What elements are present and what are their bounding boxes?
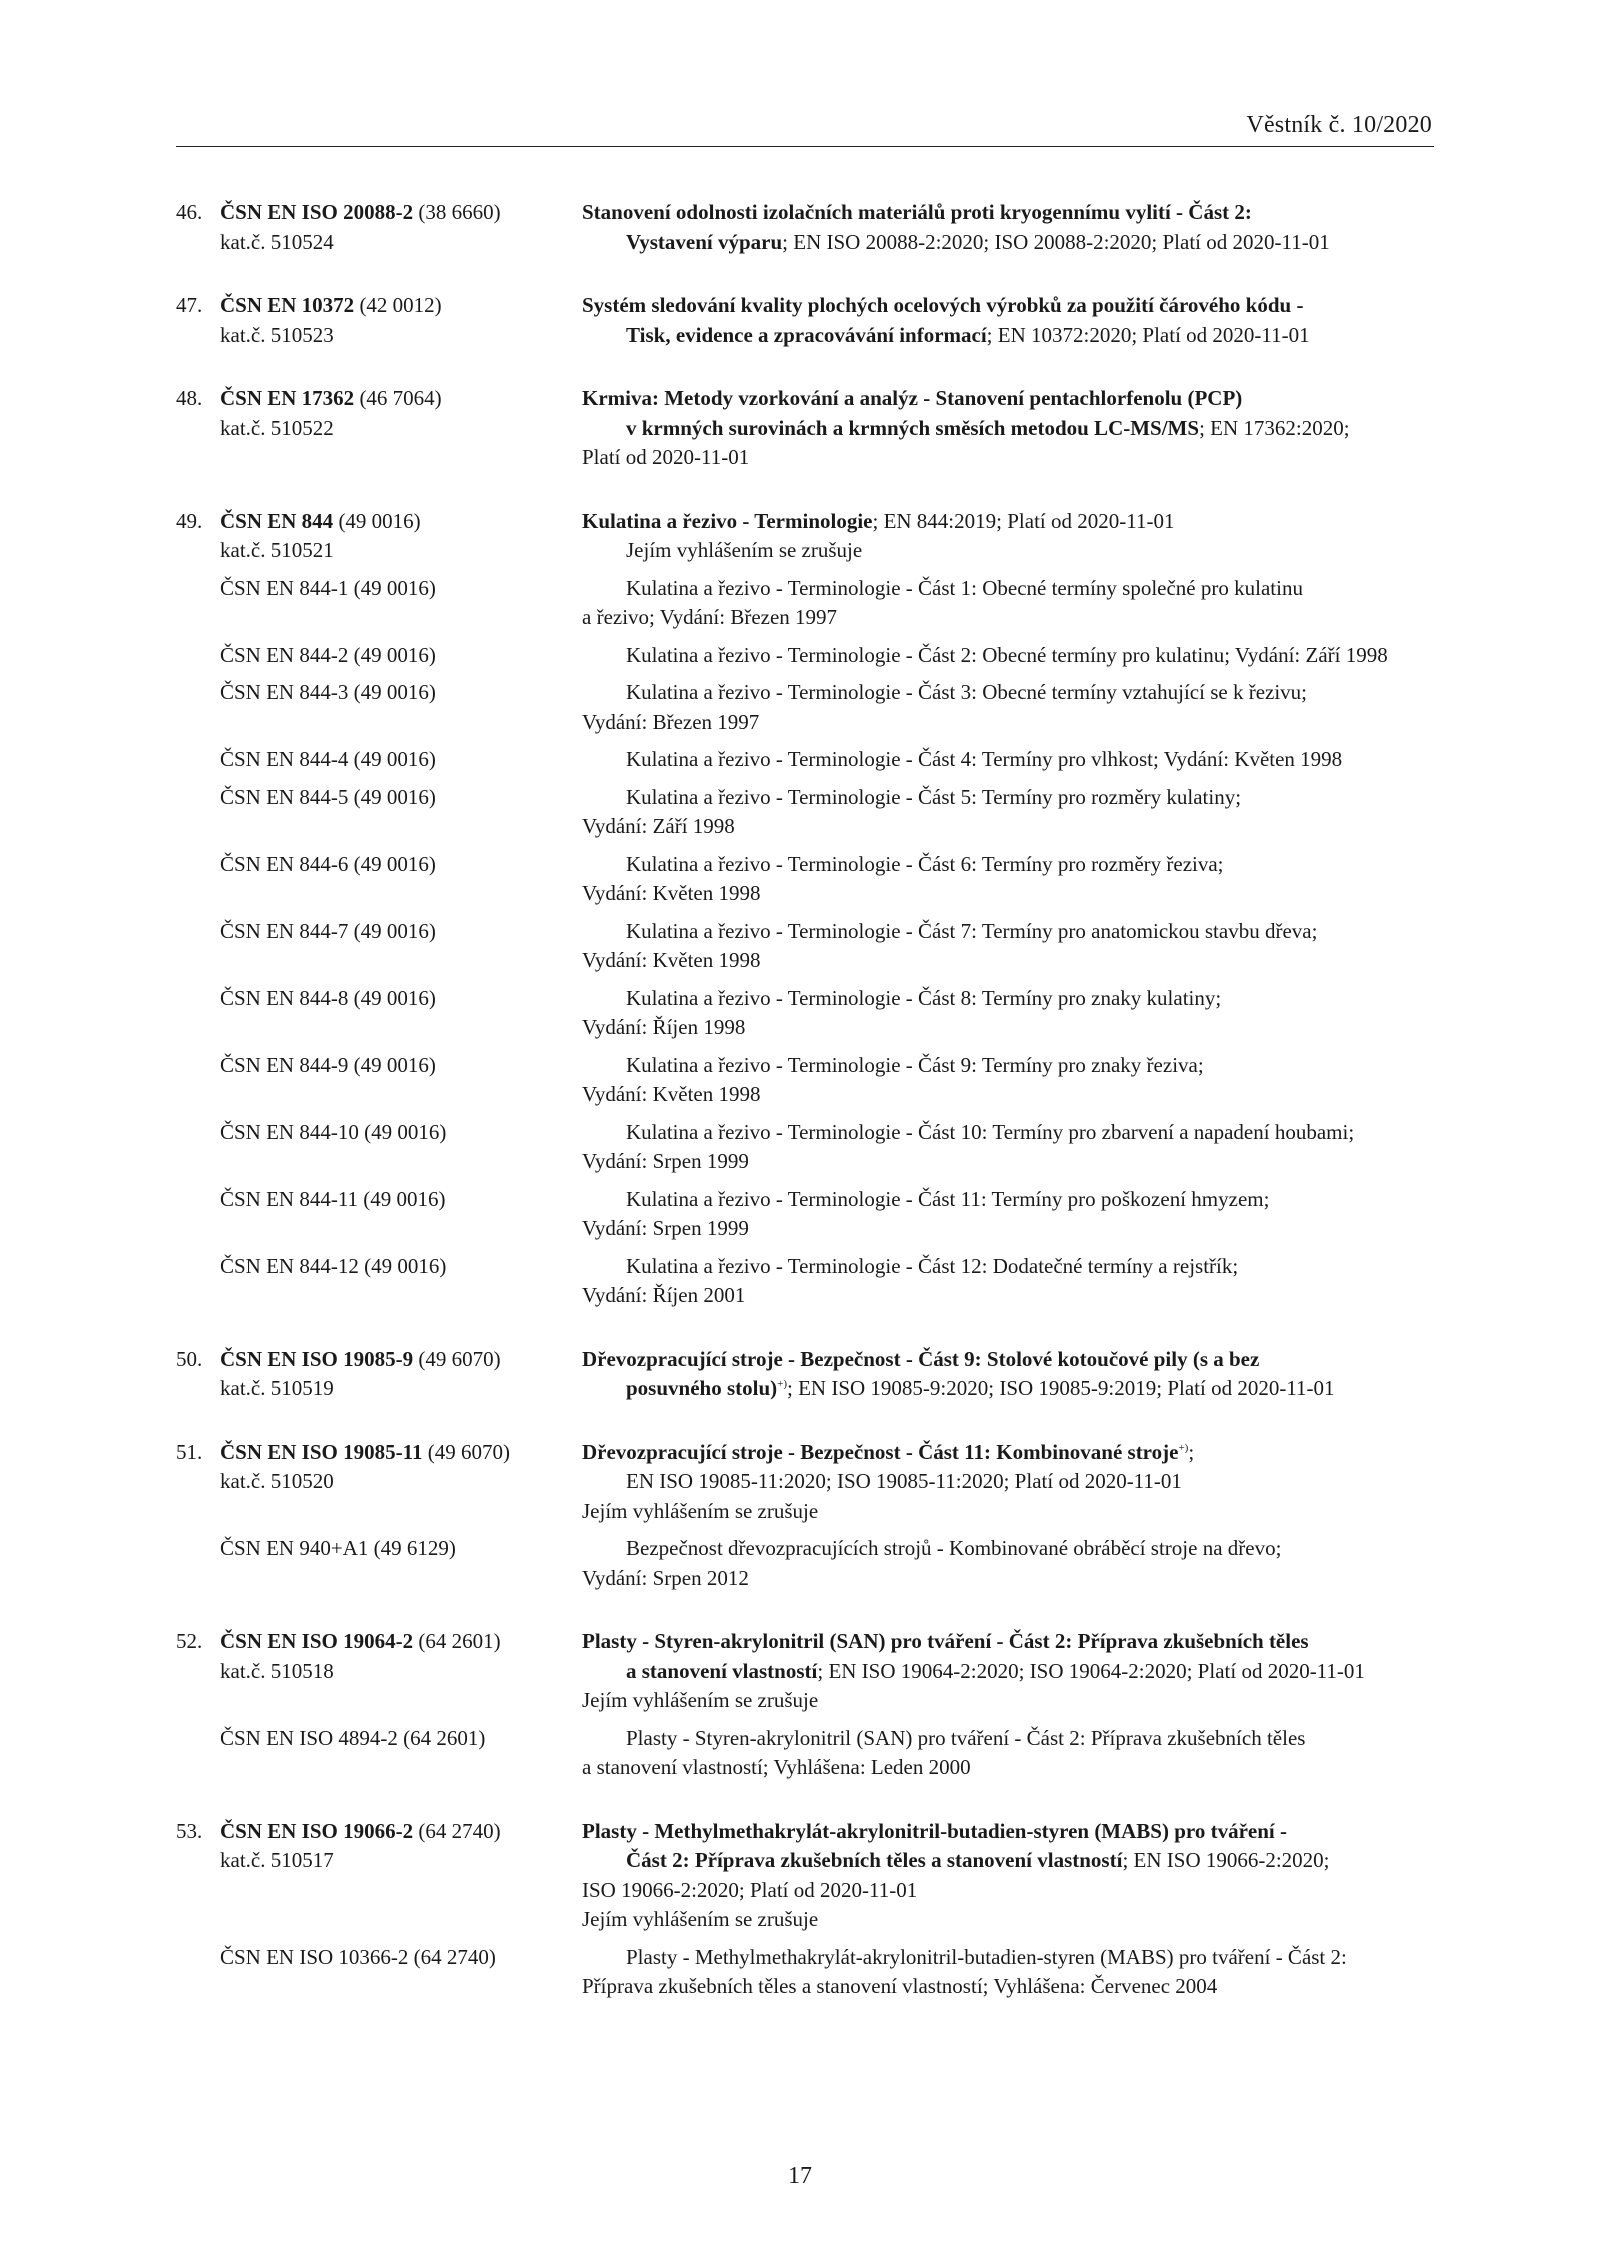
replaced-standard	[176, 678, 1438, 737]
standard-title: Plasty - Styren-akrylonitril (SAN) pro tváření - Část 2: Příprava zkušebních těles	[582, 1629, 1309, 1653]
replaced-title: Vydání: Srpen 2012	[582, 1565, 749, 1590]
catalog-number: kat.č. 510520	[220, 1469, 334, 1493]
replaces-note: Jejím vyhlášením se zrušuje	[582, 1907, 819, 1931]
standard-entry	[176, 198, 1438, 257]
standard-details: ; EN ISO 20088-2:2020; ISO 20088-2:2020; Platí od 2020-11-01	[782, 229, 1330, 254]
standard-details: ; EN ISO 19064-2:2020; ISO 19064-2:2020; Platí od 2020-11-01	[817, 1658, 1365, 1683]
replaced-standard	[176, 1252, 1438, 1311]
standard-class: (49 0016)	[338, 508, 421, 533]
standard-entry	[176, 507, 1438, 1311]
replaces-note: Jejím vyhlášením se zrušuje	[626, 538, 863, 562]
catalog-number: kat.č. 510518	[220, 1658, 334, 1683]
standard-details: ; EN 844:2019; Platí od 2020-11-01	[872, 508, 1175, 533]
replaced-title: Kulatina a řezivo - Terminologie - Část 8: Termíny pro znaky kulatiny;	[626, 985, 1222, 1010]
replaced-title: Kulatina a řezivo - Terminologie - Část 9: Termíny pro znaky řeziva;	[626, 1052, 1204, 1077]
replaced-standard	[176, 1118, 1438, 1177]
standard-class: (46 7064)	[359, 386, 442, 410]
replaced-title: Kulatina a řezivo - Terminologie - Část 12: Dodatečné termíny a rejstřík;	[626, 1253, 1239, 1278]
replaced-title: Kulatina a řezivo - Terminologie - Část 5: Termíny pro rozměry kulatiny;	[626, 784, 1242, 809]
replaced-code: ČSN EN 844-9 (49 0016)	[220, 1052, 436, 1077]
replaced-code: ČSN EN 844-2 (49 0016)	[220, 642, 436, 667]
standard-details: ; EN 10372:2020; Platí od 2020-11-01	[986, 322, 1310, 347]
standard-entry	[176, 1438, 1438, 1594]
standard-class: (64 2740)	[418, 1818, 501, 1843]
replaced-code: ČSN EN 844-1 (49 0016)	[220, 575, 436, 600]
entry-number: 52.	[176, 1629, 203, 1653]
replaced-standard	[176, 1724, 1438, 1783]
standard-details: ;	[1188, 1439, 1195, 1464]
replaced-code: ČSN EN 844-10 (49 0016)	[220, 1119, 447, 1144]
replaced-title: Kulatina a řezivo - Terminologie - Část 10: Termíny pro zbarvení a napadení houbami;	[626, 1119, 1355, 1144]
standard-title: v krmných surovinách a krmných směsích metodou LC-MS/MS	[626, 415, 1200, 440]
replaced-title: Kulatina a řezivo - Terminologie - Část 2: Obecné termíny pro kulatinu; Vydání: Září 1998	[626, 642, 1388, 667]
footnote-mark: +)	[1178, 1441, 1189, 1454]
catalog-number: kat.č. 510522	[220, 415, 334, 440]
entry-number: 53.	[176, 1818, 203, 1843]
replaced-title: Vydání: Březen 1997	[582, 709, 760, 734]
standard-code: ČSN EN ISO 19064-2	[220, 1629, 414, 1653]
replaced-title: Vydání: Říjen 1998	[582, 1015, 746, 1039]
replaced-title: Plasty - Styren-akrylonitril (SAN) pro tváření - Část 2: Příprava zkušebních těles	[626, 1725, 1306, 1750]
footnote-mark: +)	[777, 1378, 788, 1390]
replaced-code: ČSN EN 844-6 (49 0016)	[220, 851, 436, 876]
standard-details: EN ISO 19085-11:2020; ISO 19085-11:2020; Platí od 2020-11-01	[626, 1469, 1182, 1493]
replaced-standard	[176, 574, 1438, 633]
standard-class: (38 6660)	[418, 200, 501, 224]
replaced-title: Vydání: Květen 1998	[582, 881, 761, 905]
standard-title: Tisk, evidence a zpracovávání informací	[626, 322, 987, 347]
replaced-title: a stanovení vlastností; Vyhlášena: Leden 2000	[582, 1755, 971, 1779]
replaced-code: ČSN EN 844-4 (49 0016)	[220, 747, 436, 771]
replaced-title: Kulatina a řezivo - Terminologie - Část 11: Termíny pro poškození hmyzem;	[626, 1186, 1270, 1211]
bulletin-title: Věstník č. 10/2020	[1246, 112, 1432, 138]
standard-code: ČSN EN ISO 19085-9	[220, 1346, 414, 1371]
standard-code: ČSN EN ISO 19066-2	[220, 1818, 414, 1843]
replaced-code: ČSN EN ISO 4894-2 (64 2601)	[220, 1725, 486, 1750]
catalog-number: kat.č. 510519	[220, 1376, 334, 1400]
catalog-number: kat.č. 510517	[220, 1848, 334, 1872]
replaced-standard	[176, 783, 1438, 842]
replaced-title: Bezpečnost dřevozpracujících strojů - Kombinované obráběcí stroje na dřevo;	[626, 1536, 1282, 1560]
replaced-title: Kulatina a řezivo - Terminologie - Část 3: Obecné termíny vztahující se k řezivu;	[626, 680, 1308, 704]
replaced-code: ČSN EN 844-11 (49 0016)	[220, 1186, 446, 1211]
standard-title: Plasty - Methylmethakrylát-akrylonitril-butadien-styren (MABS) pro tváření -	[582, 1818, 1287, 1843]
standard-entry	[176, 291, 1438, 350]
standard-details: ; EN ISO 19066-2:2020;	[1122, 1848, 1330, 1872]
replaced-title: Vydání: Říjen 2001	[582, 1283, 746, 1307]
standard-class: (42 0012)	[359, 293, 442, 317]
replaced-title: Kulatina a řezivo - Terminologie - Část 1: Obecné termíny společné pro kulatinu	[626, 575, 1303, 600]
catalog-number: kat.č. 510523	[220, 322, 334, 347]
replaced-code: ČSN EN 844-5 (49 0016)	[220, 784, 436, 809]
standards-list	[176, 198, 1438, 2036]
replaced-title: Kulatina a řezivo - Terminologie - Část 7: Termíny pro anatomickou stavbu dřeva;	[626, 918, 1318, 943]
standard-details: ; EN ISO 19085-9:2020; ISO 19085-9:2019; Platí od 2020-11-01	[787, 1376, 1335, 1400]
standard-entry	[176, 1817, 1438, 2002]
replaced-title: Příprava zkušebních těles a stanovení vlastností; Vyhlášena: Červenec 2004	[582, 1974, 1218, 1998]
standard-code: ČSN EN 844	[220, 508, 334, 533]
replaced-standard	[176, 917, 1438, 976]
standard-title: Kulatina a řezivo - Terminologie	[582, 508, 873, 533]
replaced-code: ČSN EN 844-12 (49 0016)	[220, 1253, 447, 1278]
replaced-title: Vydání: Květen 1998	[582, 948, 761, 972]
entry-number: 48.	[176, 386, 203, 410]
entry-number: 51.	[176, 1439, 203, 1464]
replaced-title: Kulatina a řezivo - Terminologie - Část 4: Termíny pro vlhkost; Vydání: Květen 1998	[626, 747, 1343, 771]
replaced-title: Vydání: Květen 1998	[582, 1082, 761, 1106]
entry-number: 49.	[176, 508, 203, 533]
replaced-code: ČSN EN 844-8 (49 0016)	[220, 985, 436, 1010]
standard-code: ČSN EN ISO 20088-2	[220, 200, 414, 224]
standard-title: Krmiva: Metody vzorkování a analýz - Stanovení pentachlorfenolu (PCP)	[582, 386, 1243, 410]
standard-title: Vystavení výparu	[626, 229, 783, 254]
catalog-number: kat.č. 510521	[220, 538, 334, 562]
replaced-title: a řezivo; Vydání: Březen 1997	[582, 605, 838, 629]
replaced-title: Vydání: Srpen 1999	[582, 1149, 749, 1173]
replaces-note: Jejím vyhlášením se zrušuje	[582, 1688, 819, 1712]
standard-title: Dřevozpracující stroje - Bezpečnost - Část 11: Kombinované stroje	[582, 1439, 1179, 1464]
replaces-note: Jejím vyhlášením se zrušuje	[582, 1498, 819, 1523]
entry-number: 50.	[176, 1346, 203, 1371]
standard-code: ČSN EN 10372	[220, 293, 355, 317]
replaced-code: ČSN EN ISO 10366-2 (64 2740)	[220, 1944, 496, 1969]
standard-title: Část 2: Příprava zkušebních těles a stanovení vlastností	[626, 1848, 1123, 1872]
standard-title: Stanovení odolnosti izolačních materiálů proti kryogennímu vylití - Část 2:	[582, 200, 1252, 224]
replaced-standard	[176, 745, 1438, 775]
replaced-standards	[176, 574, 1438, 1311]
standard-code: ČSN EN ISO 19085-11	[220, 1439, 423, 1464]
standard-title: Dřevozpracující stroje - Bezpečnost - Část 9: Stolové kotoučové pily (s a bez	[582, 1346, 1260, 1371]
replaced-title: Vydání: Srpen 1999	[582, 1216, 749, 1240]
replaced-standard	[176, 850, 1438, 909]
standard-details: Platí od 2020-11-01	[582, 445, 750, 469]
replaced-standard	[176, 1943, 1438, 2002]
replaced-title: Vydání: Září 1998	[582, 814, 735, 838]
replaced-standard	[176, 1051, 1438, 1110]
standard-title: a stanovení vlastností	[626, 1658, 818, 1683]
replaced-standard	[176, 984, 1438, 1043]
standard-code: ČSN EN 17362	[220, 386, 355, 410]
page-number: 17	[788, 2163, 812, 2189]
standard-entry	[176, 384, 1438, 473]
replaced-title: Kulatina a řezivo - Terminologie - Část 6: Termíny pro rozměry řeziva;	[626, 851, 1224, 876]
replaced-standard	[176, 641, 1438, 671]
standard-details: ISO 19066-2:2020; Platí od 2020-11-01	[582, 1877, 918, 1902]
page-header	[176, 112, 1434, 147]
replaced-code: ČSN EN 844-3 (49 0016)	[220, 680, 436, 704]
standard-entry	[176, 1345, 1438, 1404]
replaced-title: Plasty - Methylmethakrylát-akrylonitril-butadien-styren (MABS) pro tváření - Část 2:	[626, 1944, 1347, 1969]
replaced-standard	[176, 1185, 1438, 1244]
standard-class: (64 2601)	[418, 1629, 501, 1653]
catalog-number: kat.č. 510524	[220, 229, 334, 254]
standard-title: posuvného stolu)	[626, 1376, 778, 1400]
replaced-code: ČSN EN 940+A1 (49 6129)	[220, 1536, 456, 1560]
standard-class: (49 6070)	[427, 1439, 510, 1464]
replaced-standard	[176, 1534, 1438, 1593]
replaced-code: ČSN EN 844-7 (49 0016)	[220, 918, 436, 943]
standard-entry	[176, 1627, 1438, 1783]
standard-title: Systém sledování kvality plochých ocelových výrobků za použití čárového kódu -	[582, 293, 1304, 317]
entry-number: 47.	[176, 293, 203, 317]
entry-number: 46.	[176, 200, 203, 224]
standard-details: ; EN 17362:2020;	[1199, 415, 1350, 440]
standard-class: (49 6070)	[418, 1346, 501, 1371]
